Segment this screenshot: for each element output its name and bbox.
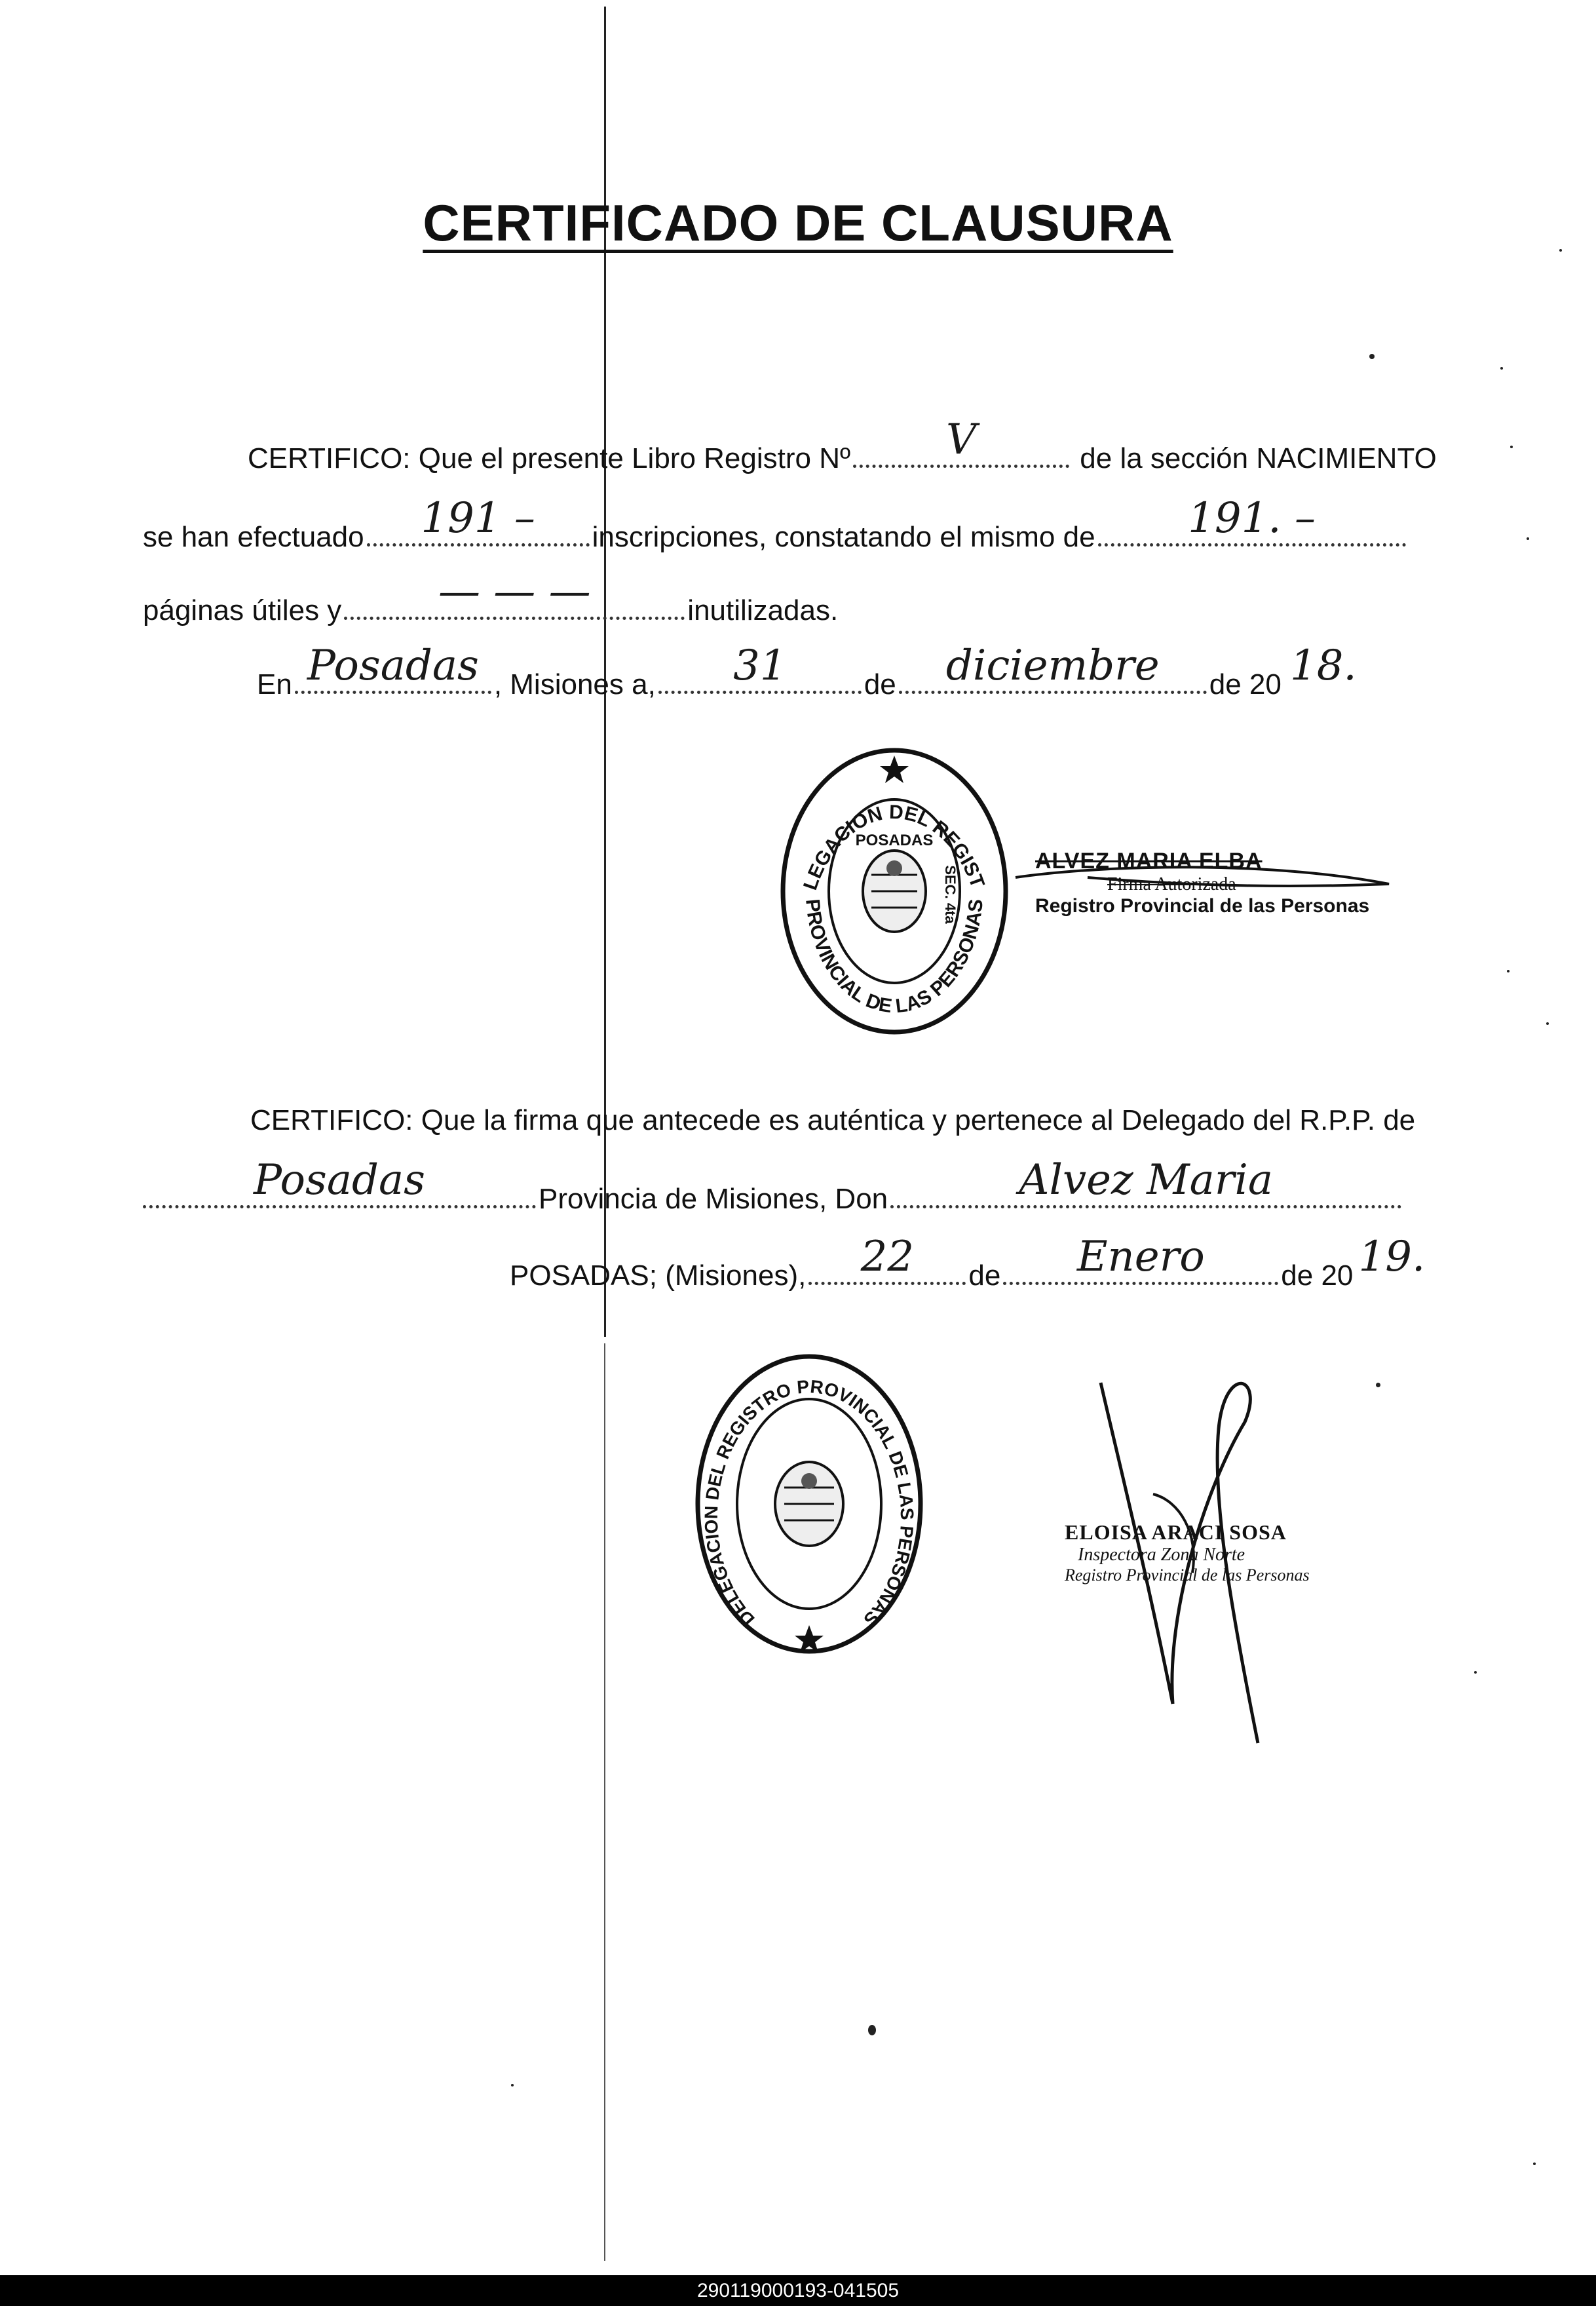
coat-of-arms-icon <box>775 1462 843 1546</box>
scan-speck <box>1474 1671 1477 1674</box>
certify2-line-2 <box>143 1156 1404 1216</box>
field-mes <box>899 642 1207 694</box>
field-inutilizadas <box>344 567 685 620</box>
official-stamp-2 <box>691 1350 927 1658</box>
scan-speck <box>1369 354 1375 359</box>
certify-text: En <box>257 668 292 701</box>
scan-speck <box>868 2025 876 2035</box>
scan-speck <box>1533 2162 1536 2165</box>
scan-speck <box>1527 537 1529 540</box>
stamp-arc-top: LEGACION DEL REGIST <box>799 801 989 893</box>
stamp-inner-top: POSADAS <box>855 832 934 849</box>
handwritten-inutilizadas: — — — <box>438 567 591 616</box>
handwritten-anio-2: 19. <box>1358 1233 1426 1281</box>
scan-speck <box>1510 446 1513 448</box>
signatory-office: Registro Provincial de las Personas <box>1035 895 1370 917</box>
handwritten-lugar-2: Posadas <box>254 1156 425 1204</box>
certify2-text: CERTIFICO: Que la firma que antecede es auténtica y pertenece al Delegado del R.P.P. de <box>250 1104 1416 1136</box>
signature-block-2 <box>1065 1520 1405 1585</box>
scan-speck <box>1546 1022 1549 1025</box>
signature-stroke <box>1009 858 1402 897</box>
certify2-text: de 20 <box>1281 1259 1354 1292</box>
certify2-text: POSADAS; (Misiones), <box>510 1259 807 1292</box>
field-nombre <box>890 1156 1401 1208</box>
field-lugar <box>295 642 491 694</box>
field-anio-2 <box>1356 1233 1428 1285</box>
certify-text: de la sección NACIMIENTO <box>1080 442 1437 474</box>
certify2-line-1 <box>250 1101 1415 1140</box>
signature-block-1 <box>1035 849 1402 917</box>
stamp2-arc: DELEGACION DEL REGISTRO PROVINCIAL DE LAS PERSONAS <box>700 1376 918 1630</box>
handwritten-paginas: 191. – <box>1188 494 1316 543</box>
handwritten-mes: diciembre <box>945 642 1160 690</box>
field-libro-numero <box>853 415 1069 468</box>
certify-text: de <box>864 668 896 701</box>
certify-text: inscripciones, constatando el mismo de <box>592 521 1095 553</box>
certify2-line-3 <box>510 1233 1430 1292</box>
certify-text: páginas útiles y <box>143 594 342 626</box>
official-stamp <box>776 744 1012 1039</box>
certify-line-1 <box>248 415 1437 475</box>
signatory-name: ALVEZ MARIA ELBA <box>1035 849 1263 874</box>
field-lugar-2 <box>143 1156 536 1208</box>
handwritten-inscripciones: 191 – <box>421 494 535 543</box>
stamp-seal-2 <box>691 1350 927 1658</box>
certify-text: CERTIFICO: Que el presente Libro Registro Nº <box>248 442 851 474</box>
field-dia <box>658 642 862 694</box>
scan-speck <box>1559 249 1562 252</box>
handwritten-mes-2: Enero <box>1076 1233 1205 1281</box>
scan-speck <box>1507 970 1510 972</box>
document-title: CERTIFICADO DE CLAUSURA <box>423 194 1173 252</box>
stamp-inner-right: SEC. 4ta <box>942 865 959 924</box>
certify2-text: Provincia de Misiones, Don <box>539 1183 888 1215</box>
scan-artifact-line <box>604 1343 605 2261</box>
stamp-arc-bottom: PROVINCIAL DE LAS PERSONAS <box>801 898 987 1018</box>
certify-line-2 <box>143 494 1409 554</box>
scan-speck <box>1500 367 1503 370</box>
handwritten-nombre: Alvez Maria <box>1019 1156 1273 1204</box>
handwritten-lugar: Posadas <box>307 642 479 690</box>
handwritten-libro-numero: V <box>945 415 977 464</box>
certify-line-4 <box>257 642 1365 701</box>
field-inscripciones <box>367 494 590 547</box>
stamp-seal <box>776 744 1012 1039</box>
signatory-office-2: Registro Provincial de las Personas <box>1065 1566 1310 1585</box>
certify-text: de 20 <box>1209 668 1282 701</box>
field-mes-2 <box>1003 1233 1278 1285</box>
signatory-role-2: Inspectora Zona Norte <box>1078 1545 1245 1565</box>
field-anio <box>1284 642 1363 694</box>
certify-text: inutilizadas. <box>687 594 839 626</box>
certify-text: se han efectuado <box>143 521 364 553</box>
field-dia-2 <box>808 1233 966 1285</box>
certify2-text: de <box>968 1259 1001 1292</box>
scan-speck <box>1376 1383 1380 1387</box>
certify-line-3 <box>143 567 839 627</box>
scan-speck <box>511 2084 514 2086</box>
handwritten-dia-2: 22 <box>860 1233 915 1281</box>
signatory-name-2: ELOISA ARACI SOSA <box>1065 1520 1287 1544</box>
handwritten-dia: 31 <box>733 642 787 690</box>
signatory-role: Firma Autorizada <box>1107 874 1236 894</box>
coat-of-arms-icon <box>863 851 926 932</box>
field-paginas <box>1098 494 1406 547</box>
handwritten-anio: 18. <box>1289 642 1357 690</box>
certify-text: , Misiones a, <box>493 668 656 701</box>
document-id-footer: 290119000193-041505 <box>0 2275 1596 2306</box>
